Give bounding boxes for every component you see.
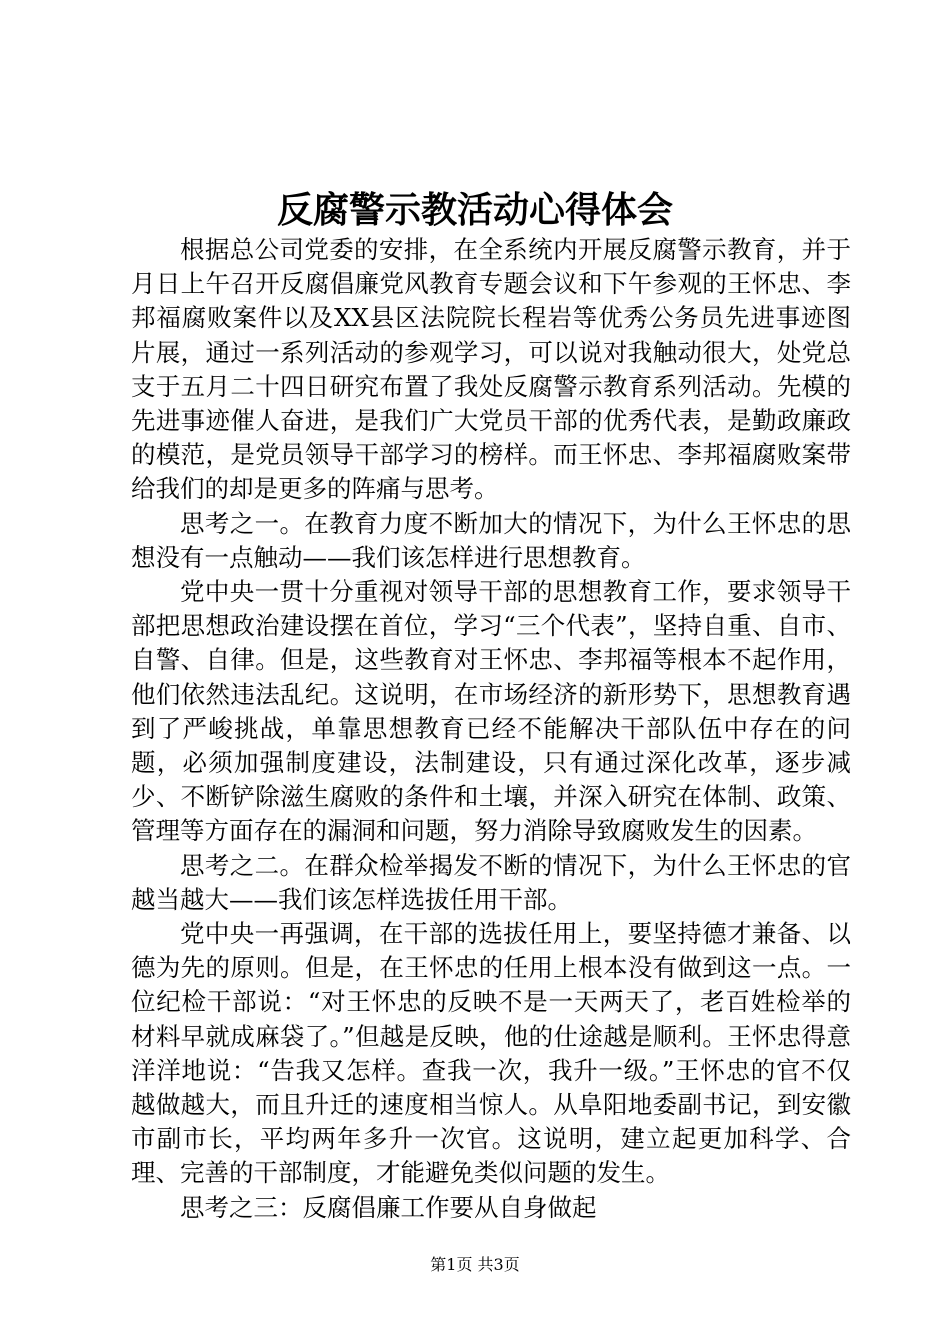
- document-title: 反腐警示教活动心得体会: [276, 189, 673, 231]
- paragraph: 党中央一再强调，在干部的选拔任用上，要坚持德才兼备、以德为先的原则。但是，在王怀忠的任用上根本没有做到这一点。一位纪检干部说：“对王怀忠的反映不是一天两天了，老百姓检举的材料早就成麻袋了。”但越是反映，他的仕途越是顺利。王怀忠得意洋洋地说：“告我又怎样。查我一次，我升一级。”王怀忠的官不仅越做越大，而且升迁的速度相当惊人。从阜阳地委副书记，到安徽市副市长，平均两年多升一次官。这说明，建立起更加科学、合理、完善的干部制度，才能避免类似问题的发生。: [131, 919, 851, 1188]
- paragraph: 根据总公司党委的安排，在全系统内开展反腐警示教育，并于月日上午召开反腐倡廉党风教育专题会议和下午参观的王怀忠、李邦福腐败案件以及XX县区法院院长程岩等优秀公务员先进事迹图片展，通过一系列活动的参观学习，可以说对我触动很大，处党总支于五月二十四日研究布置了我处反腐警示教育系列活动。先模的先进事迹催人奋进，是我们广大党员干部的优秀代表，是勤政廉政的模范，是党员领导干部学习的榜样。而王怀忠、李邦福腐败案带给我们的却是更多的阵痛与思考。: [131, 235, 851, 504]
- paragraph: 思考之一。在教育力度不断加大的情况下，为什么王怀忠的思想没有一点触动——我们该怎样进行思想教育。: [131, 508, 851, 572]
- paragraph: 思考之二。在群众检举揭发不断的情况下，为什么王怀忠的官越当越大——我们该怎样选拔任用干部。: [131, 850, 851, 914]
- paragraph: 党中央一贯十分重视对领导干部的思想教育工作，要求领导干部把思想政治建设摆在首位，学习“三个代表”，坚持自重、自市、自警、自律。但是，这些教育对王怀忠、李邦福等根本不起作用，他们依然违法乱纪。这说明，在市场经济的新形势下，思想教育遇到了严峻挑战，单靠思想教育已经不能解决干部队伍中存在的问题，必须加强制度建设，法制建设，只有通过深化改革，逐步减少、不断铲除滋生腐败的条件和土壤，并深入研究在体制、政策、管理等方面存在的漏洞和问题，努力消除导致腐败发生的因素。: [131, 577, 851, 846]
- paragraph: 思考之三：反腐倡廉工作要从自身做起: [180, 1192, 597, 1222]
- page-footer: 第1页 共3页: [430, 1255, 520, 1274]
- document-body: [131, 233, 851, 1225]
